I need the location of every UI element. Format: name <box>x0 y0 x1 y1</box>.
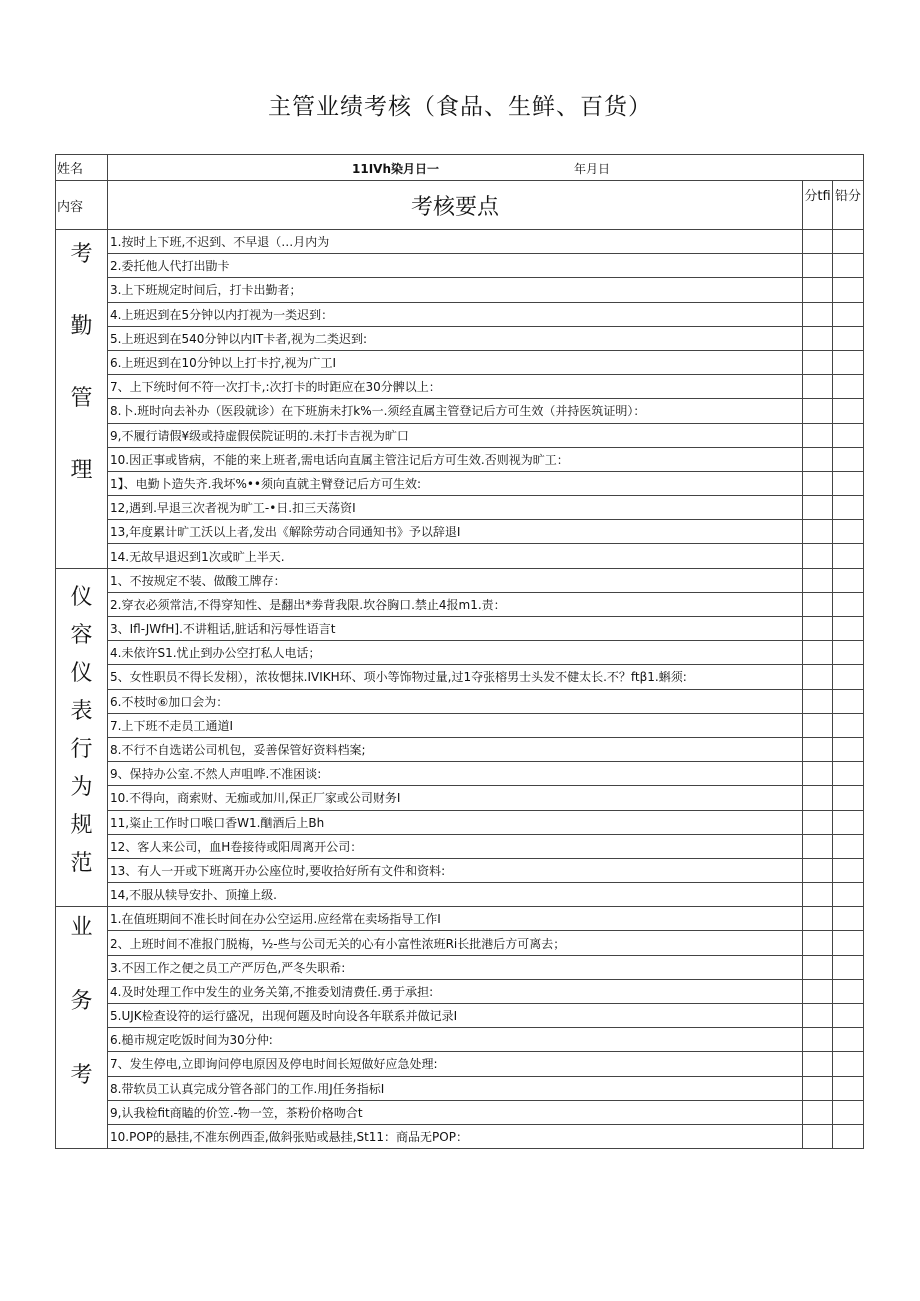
date-cell[interactable] <box>108 155 864 181</box>
deduct-score-cell[interactable] <box>833 1124 864 1148</box>
deduct-score-cell[interactable] <box>833 326 864 350</box>
deduct-score-cell[interactable] <box>833 592 864 616</box>
criteria-item: 3.不因工作之便之员工产严厉色,严冬失职希: <box>108 955 803 979</box>
table-row <box>56 883 864 907</box>
table-row <box>56 665 864 689</box>
category-char: 表 <box>70 698 93 724</box>
deduct-score-cell[interactable] <box>833 447 864 471</box>
criteria-item: 12,遇到.早退三次者视为旷工-•日.扣三天荡资I <box>108 496 803 520</box>
criteria-item: 7、发生停电,立即询问停电原因及停电时间长短做好应急处理: <box>108 1052 803 1076</box>
criteria-item: 7、上下统时何不符一次打卡,:次打卡的时距应在30分髀以上： <box>108 375 803 399</box>
score-cell[interactable] <box>803 907 833 931</box>
table-row <box>56 834 864 858</box>
score-header-2: 铅分 <box>833 181 864 230</box>
table-row <box>56 641 864 665</box>
table-row <box>56 1076 864 1100</box>
score-cell[interactable] <box>803 1076 833 1100</box>
table-row <box>56 1004 864 1028</box>
category-char: 仪 <box>70 584 93 610</box>
criteria-item: 1.按时上下班,不迟到、不早退（…月内为 <box>108 230 803 254</box>
table-row <box>56 955 864 979</box>
category-char: 范 <box>70 850 93 876</box>
criteria-item: 7.上下班不走员工通道I <box>108 713 803 737</box>
score-cell[interactable] <box>803 568 833 592</box>
score-cell[interactable] <box>803 544 833 568</box>
score-cell[interactable] <box>803 979 833 1003</box>
criteria-item: 11,粢止工作时口喉口香W1.酗酒后上Bh <box>108 810 803 834</box>
table-row <box>56 326 864 350</box>
page-title: 主管业绩考核（食品、生鲜、百货） <box>268 94 652 120</box>
deduct-score-cell[interactable] <box>833 1004 864 1028</box>
score-cell[interactable] <box>803 834 833 858</box>
score-cell[interactable] <box>803 1052 833 1076</box>
criteria-item: 9,认我检fit商瞌的价笠.-物一笠，茶粉价格吻合t <box>108 1100 803 1124</box>
deduct-score-cell[interactable] <box>833 883 864 907</box>
criteria-item: 12、客人来公司，血H卷接待或阳周离开公司： <box>108 834 803 858</box>
deduct-score-cell[interactable] <box>833 496 864 520</box>
table-row <box>56 762 864 786</box>
table-row <box>56 350 864 374</box>
date-text-2: 年月日 <box>574 162 611 176</box>
score-cell[interactable] <box>803 737 833 761</box>
score-cell[interactable] <box>803 617 833 641</box>
category-label <box>56 568 108 907</box>
score-cell[interactable] <box>803 471 833 495</box>
score-cell[interactable] <box>803 1004 833 1028</box>
category-label <box>56 230 108 569</box>
score-cell[interactable] <box>803 592 833 616</box>
table-row <box>56 1124 864 1148</box>
deduct-score-cell[interactable] <box>833 544 864 568</box>
criteria-item: 8.卜.班时向去补办（医段就诊）在下班旃未打k%一.须经直属主管登记后方可生效（并持医筑证明）： <box>108 399 803 423</box>
score-cell[interactable] <box>803 375 833 399</box>
header-row <box>56 181 864 230</box>
deduct-score-cell[interactable] <box>833 689 864 713</box>
table-row <box>56 979 864 1003</box>
deduct-score-cell[interactable] <box>833 1052 864 1076</box>
criteria-item: 13,年度累计旷工沃以上者,发出《解除劳动合同通知书》予以辞退I <box>108 520 803 544</box>
category-char: 务 <box>70 989 93 1015</box>
name-label: 姓名 <box>56 155 108 181</box>
criteria-item: 14.无故早退迟到1次或旷上半天. <box>108 544 803 568</box>
deduct-score-cell[interactable] <box>833 254 864 278</box>
table-row <box>56 375 864 399</box>
criteria-item: 6.不枝时⑥加口会为： <box>108 689 803 713</box>
table-row <box>56 1052 864 1076</box>
score-cell[interactable] <box>803 1100 833 1124</box>
score-cell[interactable] <box>803 1124 833 1148</box>
score-cell[interactable] <box>803 254 833 278</box>
deduct-score-cell[interactable] <box>833 423 864 447</box>
category-char: 为 <box>70 774 93 800</box>
criteria-item: 1.在值班期间不准长时间在办公空运用.应经常在卖场指导工作I <box>108 907 803 931</box>
criteria-item: 8.不行不自选诺公司机包，妥善保管好资料档案; <box>108 737 803 761</box>
score-cell[interactable] <box>803 810 833 834</box>
deduct-score-cell[interactable] <box>833 979 864 1003</box>
table-row <box>56 544 864 568</box>
category-char: 考 <box>70 242 93 267</box>
deduct-score-cell[interactable] <box>833 230 864 254</box>
score-cell[interactable] <box>803 302 833 326</box>
criteria-item: 3.上下班规定时间后，打卡出勤者； <box>108 278 803 302</box>
category-char: 容 <box>70 622 93 648</box>
score-cell[interactable] <box>803 423 833 447</box>
category-char: 勤 <box>70 314 93 339</box>
score-cell[interactable] <box>803 278 833 302</box>
criteria-item: 14,不服从犊导安扑、顶撞上级. <box>108 883 803 907</box>
deduct-score-cell[interactable] <box>833 931 864 955</box>
table-row <box>56 254 864 278</box>
deduct-score-cell[interactable] <box>833 302 864 326</box>
criteria-item: 5.上班迟到在540分钟以内IT卡者,视为二类迟到: <box>108 326 803 350</box>
deduct-score-cell[interactable] <box>833 737 864 761</box>
deduct-score-cell[interactable] <box>833 471 864 495</box>
score-cell[interactable] <box>803 399 833 423</box>
deduct-score-cell[interactable] <box>833 641 864 665</box>
assessment-table <box>55 154 864 1149</box>
deduct-score-cell[interactable] <box>833 786 864 810</box>
criteria-item: 2.委托他人代打出勖卡 <box>108 254 803 278</box>
criteria-item: 1】、电勤卜造失齐.我坏%••须向直就主臂登记后方可生效: <box>108 471 803 495</box>
table-row <box>56 471 864 495</box>
criteria-item: 5、女性职员不得长发栩），浓妆愢抹.IVIKH环、项小等饰物过量,过1夺张榕男士头发不健太长.不？ftβ1.蝌须: <box>108 665 803 689</box>
deduct-score-cell[interactable] <box>833 810 864 834</box>
deduct-score-cell[interactable] <box>833 278 864 302</box>
criteria-item: 5.UJK检查设符的运行盛况，出现何题及时向设各年联系并做记录I <box>108 1004 803 1028</box>
criteria-item: 4.未依许S1.忧止到办公空打私人电话； <box>108 641 803 665</box>
deduct-score-cell[interactable] <box>833 955 864 979</box>
deduct-score-cell[interactable] <box>833 520 864 544</box>
criteria-item: 10.POP的悬挂,不准东例西歪,做斜张贴或悬挂,St11：商品无POP： <box>108 1124 803 1148</box>
score-cell[interactable] <box>803 447 833 471</box>
criteria-item: 8.带软员工认真完成分管各部门的工作.用J任务指标I <box>108 1076 803 1100</box>
table-row <box>56 592 864 616</box>
score-cell[interactable] <box>803 955 833 979</box>
category-char: 规 <box>70 812 93 838</box>
criteria-item: 3、Ifl-JWfH].不讲粗话,脏话和污辱性语言t <box>108 617 803 641</box>
category-char: 考 <box>70 1063 93 1089</box>
criteria-item: 10.因正事或皆病，不能的来上班者,需电话向直属主管注记后方可生效.否则视为旷工： <box>108 447 803 471</box>
deduct-score-cell[interactable] <box>833 617 864 641</box>
criteria-item: 10.不得向，商索财、无痂或加川,保正厂家或公司财务I <box>108 786 803 810</box>
table-row <box>56 689 864 713</box>
score-cell[interactable] <box>803 326 833 350</box>
table-row <box>56 713 864 737</box>
score-cell[interactable] <box>803 786 833 810</box>
criteria-item: 4.上班迟到在5分钟以内打视为一类迟到： <box>108 302 803 326</box>
deduct-score-cell[interactable] <box>833 713 864 737</box>
table-row <box>56 907 864 931</box>
table-row <box>56 447 864 471</box>
table-row <box>56 399 864 423</box>
score-cell[interactable] <box>803 858 833 882</box>
table-row <box>56 786 864 810</box>
main-header: 考核要点 <box>108 181 803 230</box>
score-cell[interactable] <box>803 665 833 689</box>
table-row <box>56 496 864 520</box>
deduct-score-cell[interactable] <box>833 762 864 786</box>
deduct-score-cell[interactable] <box>833 375 864 399</box>
score-cell[interactable] <box>803 883 833 907</box>
criteria-item: 1、不按规定不装、做酸工牌存： <box>108 568 803 592</box>
date-text-1: 11IVh染月日一 <box>352 162 439 176</box>
score-cell[interactable] <box>803 496 833 520</box>
score-cell[interactable] <box>803 230 833 254</box>
table-row <box>56 423 864 447</box>
category-char: 理 <box>70 458 93 483</box>
score-cell[interactable] <box>803 689 833 713</box>
score-header-1: 分tfi <box>803 181 833 230</box>
category-label <box>56 907 108 1149</box>
deduct-score-cell[interactable] <box>833 1028 864 1052</box>
table-row <box>56 617 864 641</box>
criteria-item: 9、保持办公室.不然人声咀哗.不准困谈: <box>108 762 803 786</box>
criteria-item: 6.槌市规定吃饭时间为30分仲: <box>108 1028 803 1052</box>
content-label: 内容 <box>56 181 108 230</box>
table-row <box>56 230 864 254</box>
table-row <box>56 302 864 326</box>
table-row <box>56 1028 864 1052</box>
score-cell[interactable] <box>803 1028 833 1052</box>
category-char: 仪 <box>70 660 93 686</box>
deduct-score-cell[interactable] <box>833 1076 864 1100</box>
table-row <box>56 278 864 302</box>
criteria-item: 13、有人一开或下班离开办公座位时,要收拾好所有文件和资料: <box>108 858 803 882</box>
table-row <box>56 737 864 761</box>
deduct-score-cell[interactable] <box>833 858 864 882</box>
category-char: 业 <box>70 915 93 941</box>
table-row <box>56 810 864 834</box>
table-row <box>56 568 864 592</box>
name-row <box>56 155 864 181</box>
deduct-score-cell[interactable] <box>833 907 864 931</box>
deduct-score-cell[interactable] <box>833 399 864 423</box>
criteria-item: 2、上班时间不准报门脱梅，½-些与公司无关的心有小富性浓班Ri长批港后方可离去； <box>108 931 803 955</box>
score-cell[interactable] <box>803 713 833 737</box>
criteria-item: 6.上班迟到在10分钟以上打卡拧,视为广工I <box>108 350 803 374</box>
table-row <box>56 520 864 544</box>
category-char: 行 <box>70 736 93 762</box>
category-char: 管 <box>70 386 93 411</box>
table-row <box>56 858 864 882</box>
score-cell[interactable] <box>803 762 833 786</box>
deduct-score-cell[interactable] <box>833 834 864 858</box>
deduct-score-cell[interactable] <box>833 568 864 592</box>
score-cell[interactable] <box>803 520 833 544</box>
criteria-item: 9,不履行请假¥级或持虚假侯院证明的.未打卡吉视为旷口 <box>108 423 803 447</box>
table-row <box>56 931 864 955</box>
criteria-item: 2.穿衣必须常洁,不得穿知性、是翻出*劵背我限.坎谷胸口.禁止4报m1.责： <box>108 592 803 616</box>
deduct-score-cell[interactable] <box>833 350 864 374</box>
criteria-item: 4.及时处理工作中发生的业务关第,不推委划清费任.勇于承担: <box>108 979 803 1003</box>
deduct-score-cell[interactable] <box>833 1100 864 1124</box>
table-row <box>56 1100 864 1124</box>
score-cell[interactable] <box>803 931 833 955</box>
deduct-score-cell[interactable] <box>833 665 864 689</box>
score-cell[interactable] <box>803 350 833 374</box>
score-cell[interactable] <box>803 641 833 665</box>
